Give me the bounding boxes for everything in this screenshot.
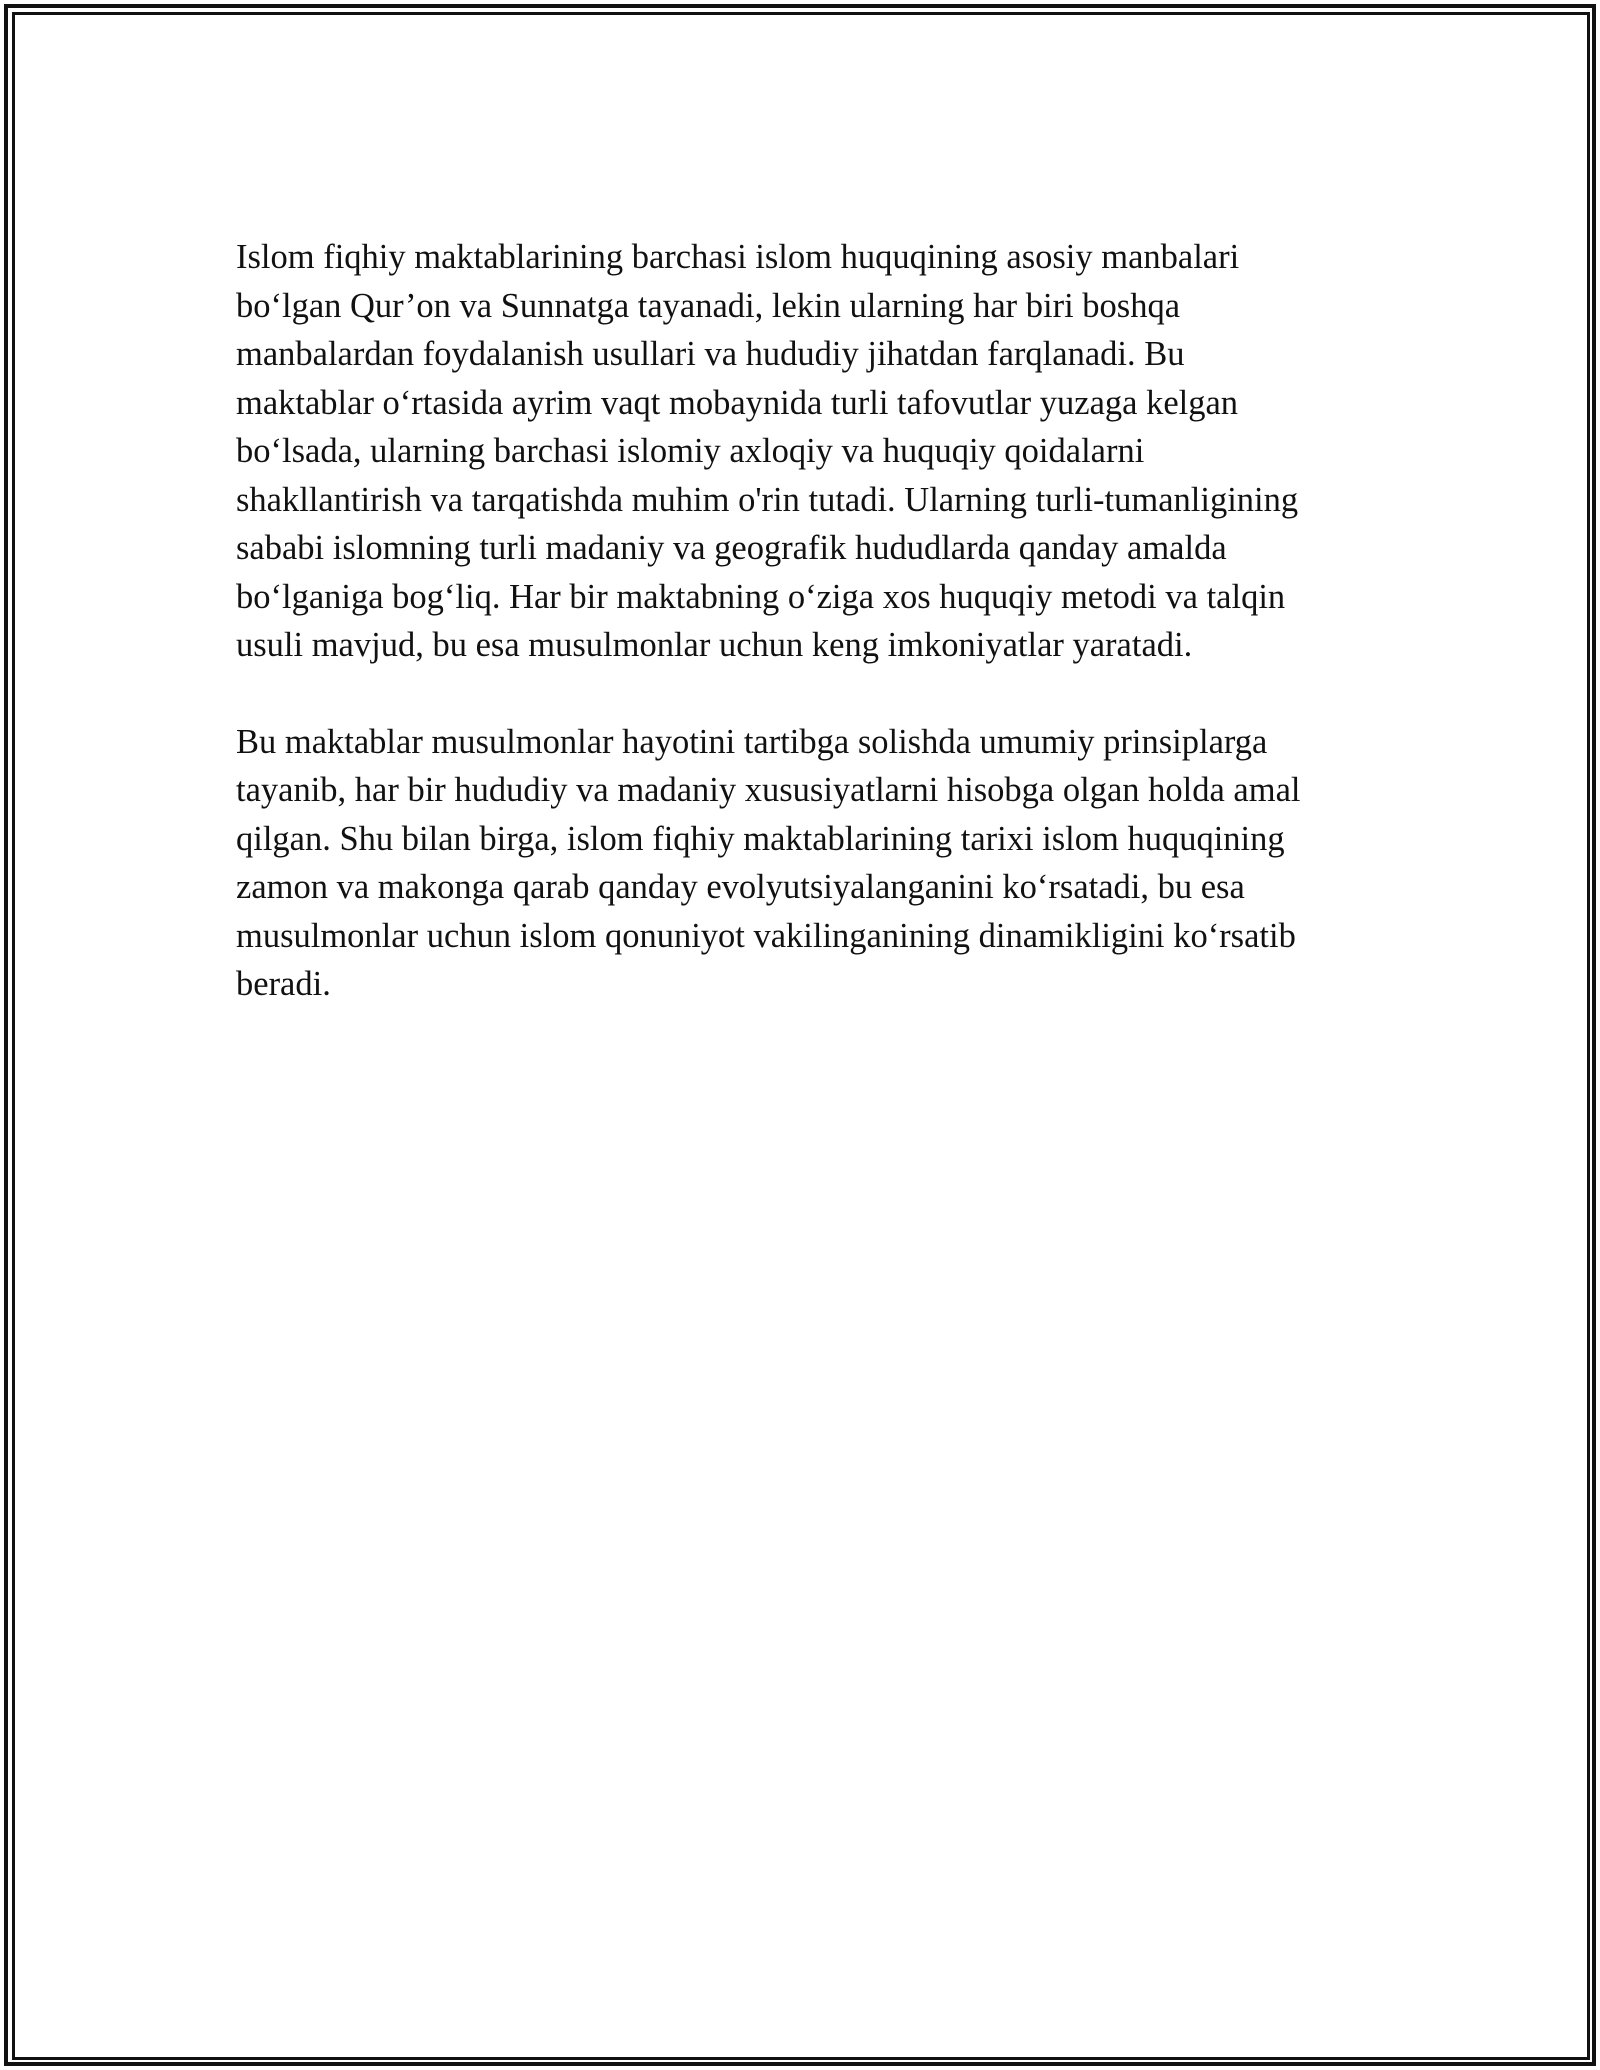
text-line: beradi. xyxy=(236,965,331,1003)
document-body xyxy=(236,233,1376,1009)
text-line: bo‘lgan Qur’on va Sunnatga tayanadi, lekin ularning har biri boshqa xyxy=(236,286,1181,325)
text-line: bo‘lsada, ularning barchasi islomiy axloqiy va huquqiy qoidalarni xyxy=(236,432,1145,470)
text-line: shakllantirish va tarqatishda muhim o'rin tutadi. Ularning turli-tumanligining xyxy=(236,480,1299,519)
paragraph-2 xyxy=(236,718,1376,1009)
text-line: maktablar o‘rtasida ayrim vaqt mobaynida turli tafovutlar yuzaga kelgan xyxy=(236,383,1239,422)
paragraph-1 xyxy=(236,233,1376,670)
text-line: bo‘lganiga bog‘liq. Har bir maktabning o‘ziga xos huquqiy metodi va talqin xyxy=(236,577,1286,616)
text-line: Islom fiqhiy maktablarining barchasi islom huquqining asosiy manbalari xyxy=(236,238,1240,276)
text-line: manbalardan foydalanish usullari va hududiy jihatdan farqlanadi. Bu xyxy=(236,335,1185,373)
text-line: sababi islomning turli madaniy va geografik hududlarda qanday amalda xyxy=(236,529,1227,567)
text-line: musulmonlar uchun islom qonuniyot vakilinganining dinamikligini ko‘rsatib xyxy=(236,916,1296,955)
text-line: usuli mavjud, bu esa musulmonlar uchun keng imkoniyatlar yaratadi. xyxy=(236,626,1193,664)
text-line: zamon va makonga qarab qanday evolyutsiyalanganini ko‘rsatadi, bu esa xyxy=(236,868,1245,906)
text-line: tayanib, har bir hududiy va madaniy xususiyatlarni hisobga olgan holda amal xyxy=(236,771,1301,809)
text-line: Bu maktablar musulmonlar hayotini tartibga solishda umumiy prinsiplarga xyxy=(236,722,1268,761)
text-line: qilgan. Shu bilan birga, islom fiqhiy maktablarining tarixi islom huquqining xyxy=(236,819,1285,858)
